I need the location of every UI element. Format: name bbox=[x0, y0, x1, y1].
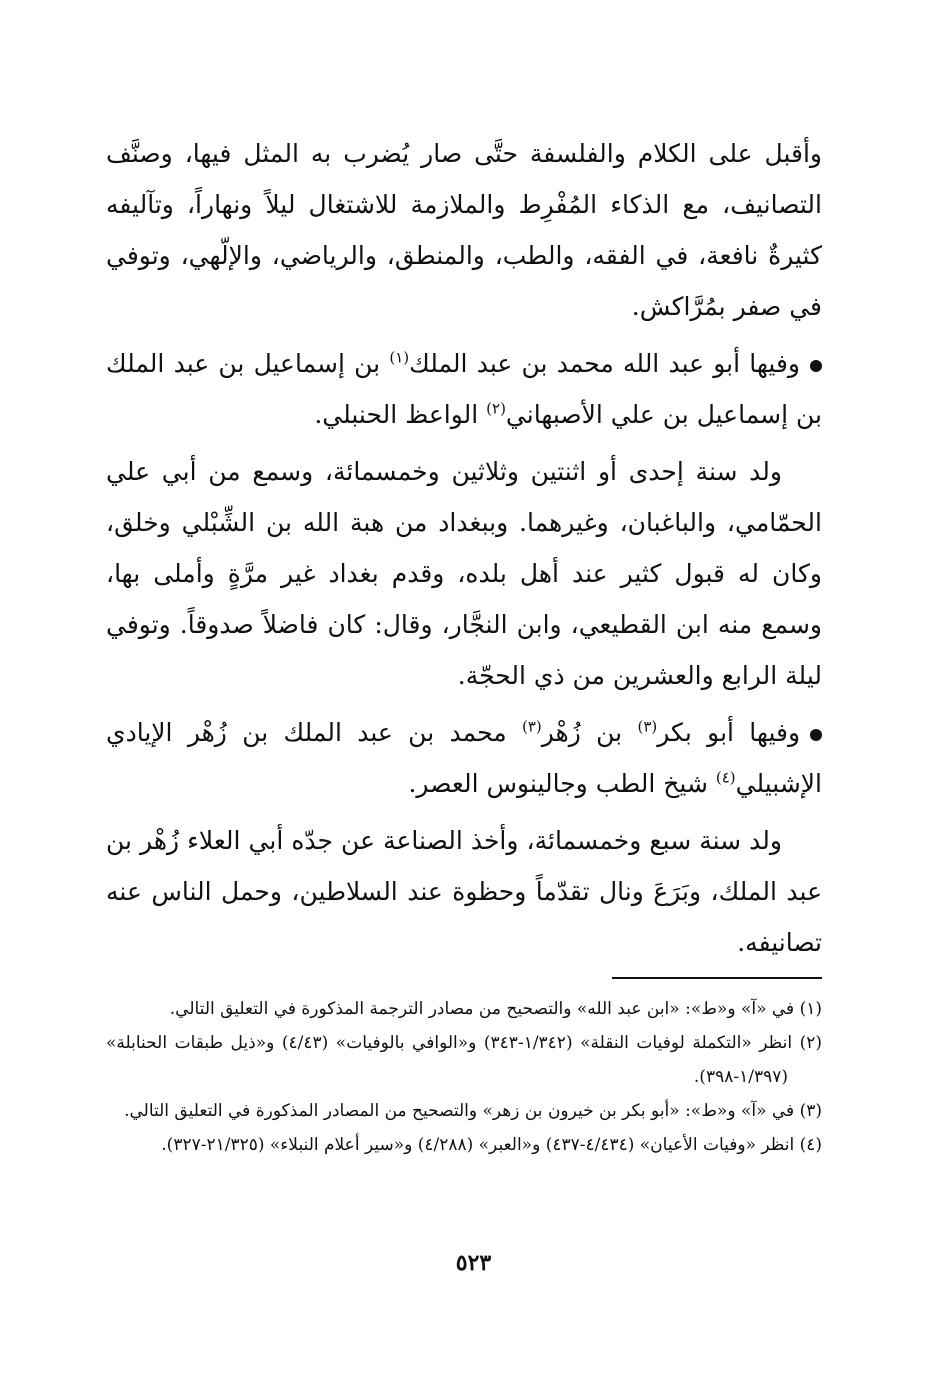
page-number: ٥٢٣ bbox=[455, 1250, 492, 1276]
paragraph-5: ولد سنة سبع وخمسمائة، وأخذ الصناعة عن جدّه أبي العلاء زُهْر بن عبد الملك، وبَرَعَ ونال تقدّماً وحظوة عند السلاطين، وحمل الناس عنه تصانيفه. bbox=[106, 826, 822, 957]
footnote-1: (١) في «آ» و«ط»: «ابن عبد الله» والتصحيح من مصادر الترجمة المذكورة في التعليق التالي. bbox=[169, 999, 822, 1019]
paragraph-4 bbox=[106, 707, 822, 809]
footnotes bbox=[106, 992, 822, 1162]
paragraph-3: ولد سنة إحدى أو اثنتين وثلاثين وخمسمائة، وسمع من أبي علي الحمّامي، والباغبان، وغيرهما. وببغداد من هبة الله بن الشِّبْلي وخلق، وكان له قبول كثير عند أهل بلده، وقدم بغداد غير مرَّةٍ وأملى بها، وسمع منه ابن القطيعي، وابن النجَّار، وقال: كان فاضلاً صدوقاً. وتوفي ليلة الرابع والعشرين من ذي الحجّة. bbox=[106, 457, 822, 690]
bullet-icon bbox=[810, 360, 822, 372]
footnote-ref-1[interactable]: (١) bbox=[389, 348, 410, 367]
page-body bbox=[106, 128, 822, 1155]
bullet-icon bbox=[810, 729, 822, 741]
paragraph-2 bbox=[106, 338, 822, 440]
footnote-3: (٣) في «آ» و«ط»: «أبو بكر بن خيرون بن زهر» والتصحيح من المصادر المذكورة في التعليق التالي. bbox=[124, 1101, 822, 1121]
footnote-divider bbox=[612, 977, 822, 979]
paragraph-2-text-c: الواعظ الحنبلي. bbox=[314, 400, 487, 429]
paragraph-4-text-c: محمد بن عبد الملك بن زُهْر الإيادي الإشبيلي bbox=[106, 718, 822, 798]
paragraph-4-text-d: شيخ الطب وجالينوس العصر. bbox=[408, 769, 716, 798]
footnote-ref-2[interactable]: (٢) bbox=[486, 399, 506, 418]
paragraph-2-text-b: بن إسماعيل بن عبد الملك بن إسماعيل بن علي الأصبهاني bbox=[106, 349, 822, 429]
footnote-ref-3a[interactable]: (٣) bbox=[637, 717, 658, 736]
footnote-ref-3b[interactable]: (٣) bbox=[521, 717, 542, 736]
footnote-ref-4[interactable]: (٤) bbox=[715, 768, 736, 787]
paragraph-1: وأقبل على الكلام والفلسفة حتَّى صار يُضرب به المثل فيها، وصنَّف التصانيف، مع الذكاء المُفْرِط والملازمة للاشتغال ليلاً ونهاراً، وتآليفه كثيرةٌ نافعة، في الفقه، والطب، والمنطق، والرياضي، والإلّهي، وتوفي في صفر بمُرَّاكش. bbox=[106, 139, 822, 321]
footnote-4: (٤) انظر «وفيات الأعيان» (٤/٤٣٤-٤٣٧) و«العبر» (٤/٢٨٨) و«سير أعلام النبلاء» (٢١/٣٢٥-٣٢٧). bbox=[161, 1135, 822, 1155]
footnote-2: (٢) انظر «التكملة لوفيات النقلة» (١/٣٤٢-٣٤٣) و«الوافي بالوفيات» (٤/٤٣) و«ذيل طبقات الحنابلة» (١/٣٩٧-٣٩٨). bbox=[106, 1033, 822, 1087]
paragraph-2-text-a: وفيها أبو عبد الله محمد بن عبد الملك bbox=[409, 349, 800, 378]
paragraph-4-text-b: بن زُهْر bbox=[541, 718, 638, 747]
paragraph-4-text-a: وفيها أبو بكر bbox=[657, 718, 801, 747]
